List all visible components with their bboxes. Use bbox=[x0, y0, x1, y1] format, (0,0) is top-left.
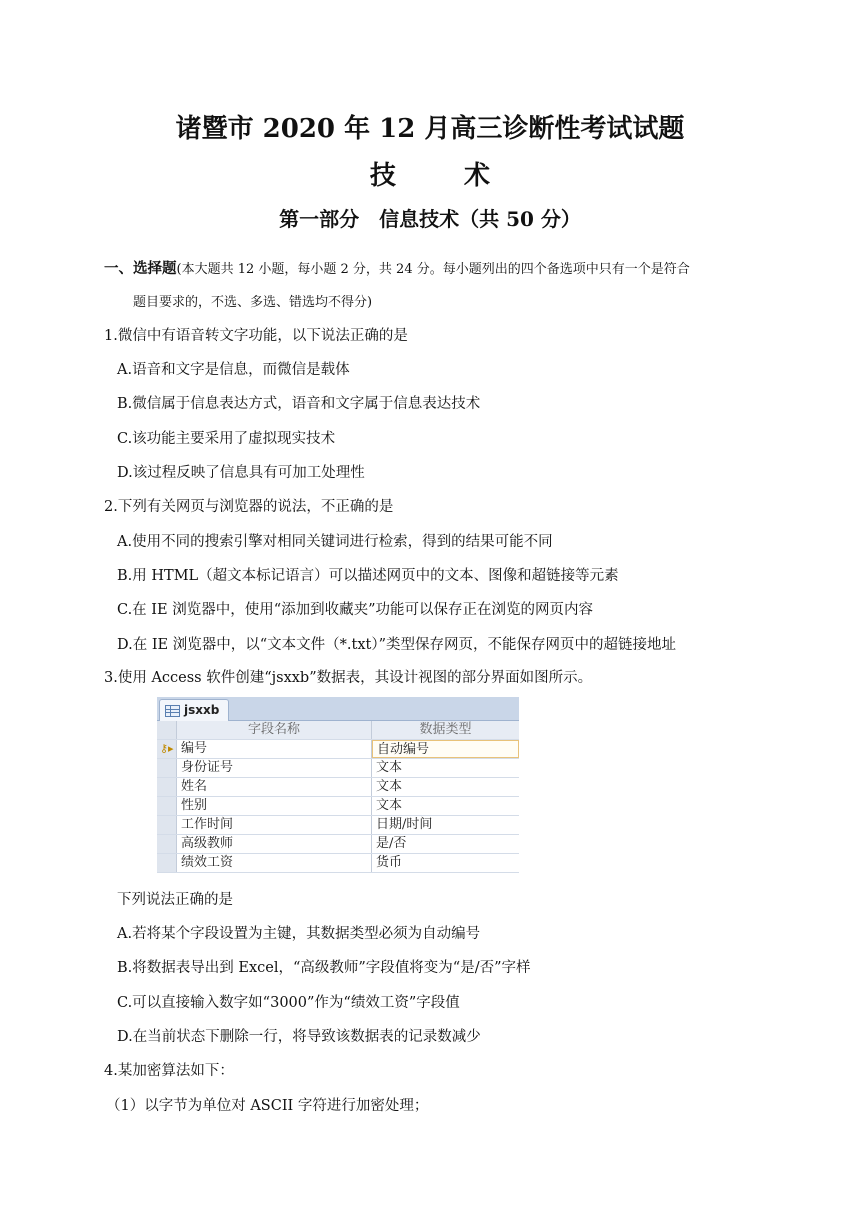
question-4-step-1: （1）以字节为单位对 ASCII 字符进行加密处理； bbox=[106, 1098, 429, 1114]
column-header-data-type: 数据类型 bbox=[419, 722, 472, 737]
question-1-option-b: B.微信属于信息表达方式，语音和文字属于信息表达技术 bbox=[117, 396, 481, 412]
data-type-cell[interactable]: 文本 bbox=[376, 798, 403, 813]
key-icon: ⚷▸ bbox=[160, 742, 174, 755]
question-1-stem: 1.微信中有语音转文字功能，以下说法正确的是 bbox=[104, 328, 408, 344]
question-3-option-d: D.在当前状态下删除一行，将导致该数据表的记录数减少 bbox=[117, 1029, 481, 1045]
question-2-option-d: D.在 IE 浏览器中，以“文本文件（*.txt）”类型保存网页，不能保存网页中的超链接地址 bbox=[117, 637, 677, 653]
main-title: 诸暨市 2020 年 12 月高三诊断性考试试题 bbox=[175, 114, 685, 144]
tab-strip bbox=[157, 697, 519, 721]
row-selector[interactable] bbox=[157, 854, 177, 872]
table-row[interactable] bbox=[157, 816, 519, 835]
column-header-field-name: 字段名称 bbox=[177, 721, 372, 739]
row-selector[interactable] bbox=[157, 778, 177, 796]
section-label: 一、选择题 bbox=[104, 260, 177, 277]
section-instruction-1: (本大题共 12 小题，每小题 2 分，共 24 分。每小题列出的四个备选项中只有一个是符合 bbox=[176, 262, 690, 277]
question-3-option-a: A.若将某个字段设置为主键，其数据类型必须为自动编号 bbox=[117, 926, 481, 942]
table-row[interactable] bbox=[157, 778, 519, 797]
question-2-stem: 2.下列有关网页与浏览器的说法，不正确的是 bbox=[104, 499, 394, 515]
question-1-option-d: D.该过程反映了信息具有可加工处理性 bbox=[117, 465, 365, 481]
table-row[interactable] bbox=[157, 854, 519, 873]
grid-header-row bbox=[157, 721, 519, 740]
data-type-cell[interactable]: 日期/时间 bbox=[376, 817, 433, 832]
field-name-cell[interactable]: 姓名 bbox=[177, 778, 372, 796]
section-instruction-2: 题目要求的，不选、多选、错选均不得分) bbox=[133, 295, 373, 310]
question-3-option-c: C.可以直接输入数字如“3000”作为“绩效工资”字段值 bbox=[117, 995, 460, 1011]
field-grid bbox=[157, 721, 519, 873]
question-3-lead: 下列说法正确的是 bbox=[117, 892, 233, 908]
field-name-cell[interactable]: 绩效工资 bbox=[177, 854, 372, 872]
row-selector[interactable] bbox=[157, 816, 177, 834]
field-name-cell[interactable]: 性别 bbox=[177, 797, 372, 815]
data-type-cell[interactable]: 文本 bbox=[376, 779, 403, 794]
question-1-option-c: C.该功能主要采用了虚拟现实技术 bbox=[117, 431, 336, 447]
question-3-stem: 3.使用 Access 软件创建“jsxxb”数据表，其设计视图的部分界面如图所示。 bbox=[104, 670, 593, 686]
table-icon bbox=[165, 705, 180, 717]
field-name-cell[interactable]: 高级教师 bbox=[177, 835, 372, 853]
question-4-stem: 4.某加密算法如下： bbox=[104, 1063, 234, 1079]
part-title: 第一部分 信息技术（共 50 分） bbox=[279, 207, 581, 231]
header-row-selector bbox=[157, 721, 177, 739]
row-selector[interactable] bbox=[157, 835, 177, 853]
table-row[interactable] bbox=[157, 835, 519, 854]
field-name-cell[interactable]: 编号 bbox=[177, 740, 372, 758]
table-tab[interactable] bbox=[159, 699, 229, 721]
table-tab-label: jsxxb bbox=[184, 703, 220, 717]
question-3-option-b: B.将数据表导出到 Excel，“高级教师”字段值将变为“是/否”字样 bbox=[117, 960, 531, 976]
table-row[interactable] bbox=[157, 740, 519, 759]
field-name-cell[interactable]: 工作时间 bbox=[177, 816, 372, 834]
table-row[interactable] bbox=[157, 759, 519, 778]
field-name-cell[interactable]: 身份证号 bbox=[177, 759, 372, 777]
question-2-option-b: B.用 HTML（超文本标记语言）可以描述网页中的文本、图像和超链接等元素 bbox=[117, 568, 619, 584]
data-type-cell[interactable]: 是/否 bbox=[376, 836, 407, 851]
question-1-option-a: A.语音和文字是信息，而微信是载体 bbox=[117, 362, 350, 378]
access-design-view-figure bbox=[157, 697, 519, 870]
section-heading bbox=[104, 257, 690, 278]
table-row[interactable] bbox=[157, 797, 519, 816]
subject-char-right: 术 bbox=[464, 161, 491, 191]
subject-char-left: 技 bbox=[369, 161, 396, 191]
question-2-option-a: A.使用不同的搜索引擎对相同关键词进行检索，得到的结果可能不同 bbox=[117, 534, 553, 550]
question-2-option-c: C.在 IE 浏览器中，使用“添加到收藏夹”功能可以保存正在浏览的网页内容 bbox=[117, 602, 594, 618]
data-type-cell[interactable]: 文本 bbox=[376, 760, 403, 775]
row-selector[interactable] bbox=[157, 797, 177, 815]
subject-title bbox=[0, 155, 860, 192]
data-type-cell[interactable]: 货币 bbox=[376, 855, 403, 870]
row-selector[interactable] bbox=[157, 759, 177, 777]
row-selector[interactable] bbox=[157, 740, 177, 758]
data-type-cell[interactable]: 自动编号 bbox=[372, 740, 519, 758]
